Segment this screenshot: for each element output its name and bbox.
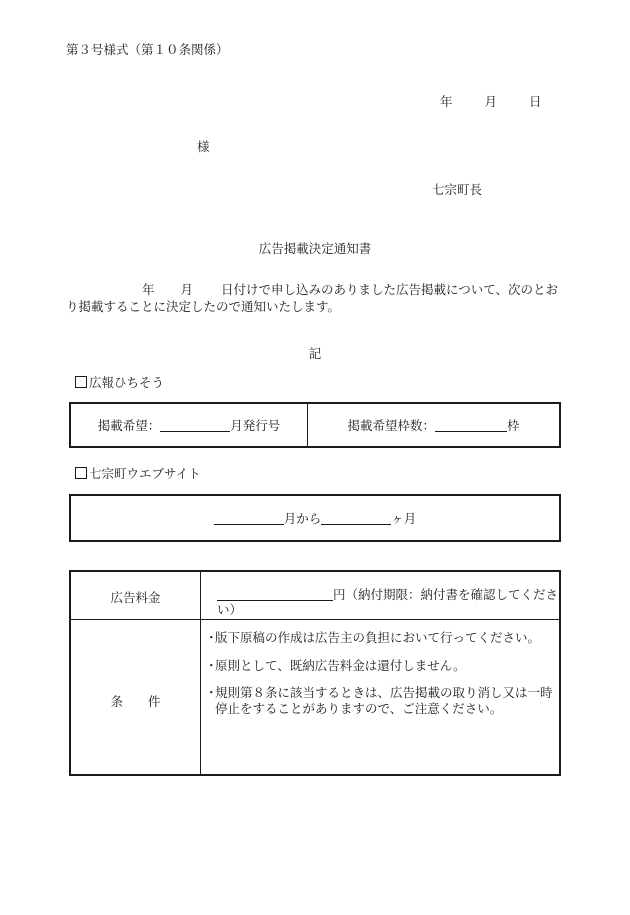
bullet: ・ bbox=[205, 685, 218, 700]
conditions-list bbox=[205, 630, 559, 728]
condition-item: ・ 原則として、既納広告料金は還付しません。 bbox=[205, 657, 466, 673]
conditions-header: 条 件 bbox=[110, 694, 161, 709]
duration-suffix: ヶ月 bbox=[391, 511, 417, 526]
slot-count-cell bbox=[308, 404, 559, 446]
date-line bbox=[440, 92, 542, 110]
wish-issue-label: 掲載希望： bbox=[97, 418, 161, 433]
start-month-field[interactable] bbox=[214, 511, 284, 525]
website-label-text: 七宗町ウエブサイト bbox=[89, 466, 201, 481]
body-year-label: 年 bbox=[142, 282, 155, 297]
slot-count-label: 掲載希望枠数： bbox=[347, 418, 435, 433]
fee-amount-field[interactable] bbox=[217, 587, 333, 601]
hirosou-label-text: 広報ひちそう bbox=[89, 375, 165, 390]
document-title: 広告掲載決定通知書 bbox=[258, 241, 372, 256]
body-paragraph bbox=[66, 281, 560, 315]
slot-count-suffix: 枠 bbox=[507, 418, 520, 433]
body-text: 日付けで申し込みのありました広告掲載について、次のとおり掲載することに決定したので通知いたします。 bbox=[66, 282, 559, 314]
fee-conditions-table bbox=[69, 570, 561, 776]
hirosou-checkbox[interactable] bbox=[75, 376, 87, 388]
ki-heading: 記 bbox=[308, 346, 322, 361]
wish-issue-suffix: 月発行号 bbox=[230, 418, 281, 433]
section-website-label bbox=[75, 464, 201, 482]
recipient-suffix: 様 bbox=[197, 139, 210, 154]
form-number: 第３号様式（第１０条関係） bbox=[66, 42, 229, 57]
bullet: ・ bbox=[205, 630, 218, 645]
column-divider bbox=[200, 572, 201, 774]
date-year-label: 年 bbox=[440, 94, 453, 109]
date-day-label: 日 bbox=[529, 94, 542, 109]
website-checkbox[interactable] bbox=[75, 467, 87, 479]
condition-item: ・ 規則第８条に該当するときは、広告掲載の取り消し又は一時停止をすることがありますので、ご注意ください。 bbox=[205, 685, 553, 716]
bullet: ・ bbox=[205, 657, 218, 673]
duration-field[interactable] bbox=[321, 511, 391, 525]
condition-item: ・ 版下原稿の作成は広告主の負担において行ってください。 bbox=[205, 630, 541, 645]
from-month-suffix: 月から bbox=[283, 511, 322, 526]
section-hirosou-label bbox=[75, 373, 164, 391]
fee-value bbox=[217, 587, 559, 617]
wish-month-field[interactable] bbox=[160, 418, 230, 432]
wish-issue-cell bbox=[71, 404, 308, 446]
hirosou-box bbox=[69, 402, 561, 448]
fee-note-text: 円（納付期限：納付書を確認してください） bbox=[217, 587, 559, 617]
slot-count-field[interactable] bbox=[435, 418, 507, 432]
date-month-label: 月 bbox=[484, 94, 498, 109]
sender-name: 七宗町長 bbox=[432, 182, 483, 197]
website-box bbox=[69, 494, 561, 542]
fee-header: 広告料金 bbox=[110, 590, 161, 605]
body-month-label: 月 bbox=[180, 282, 194, 297]
